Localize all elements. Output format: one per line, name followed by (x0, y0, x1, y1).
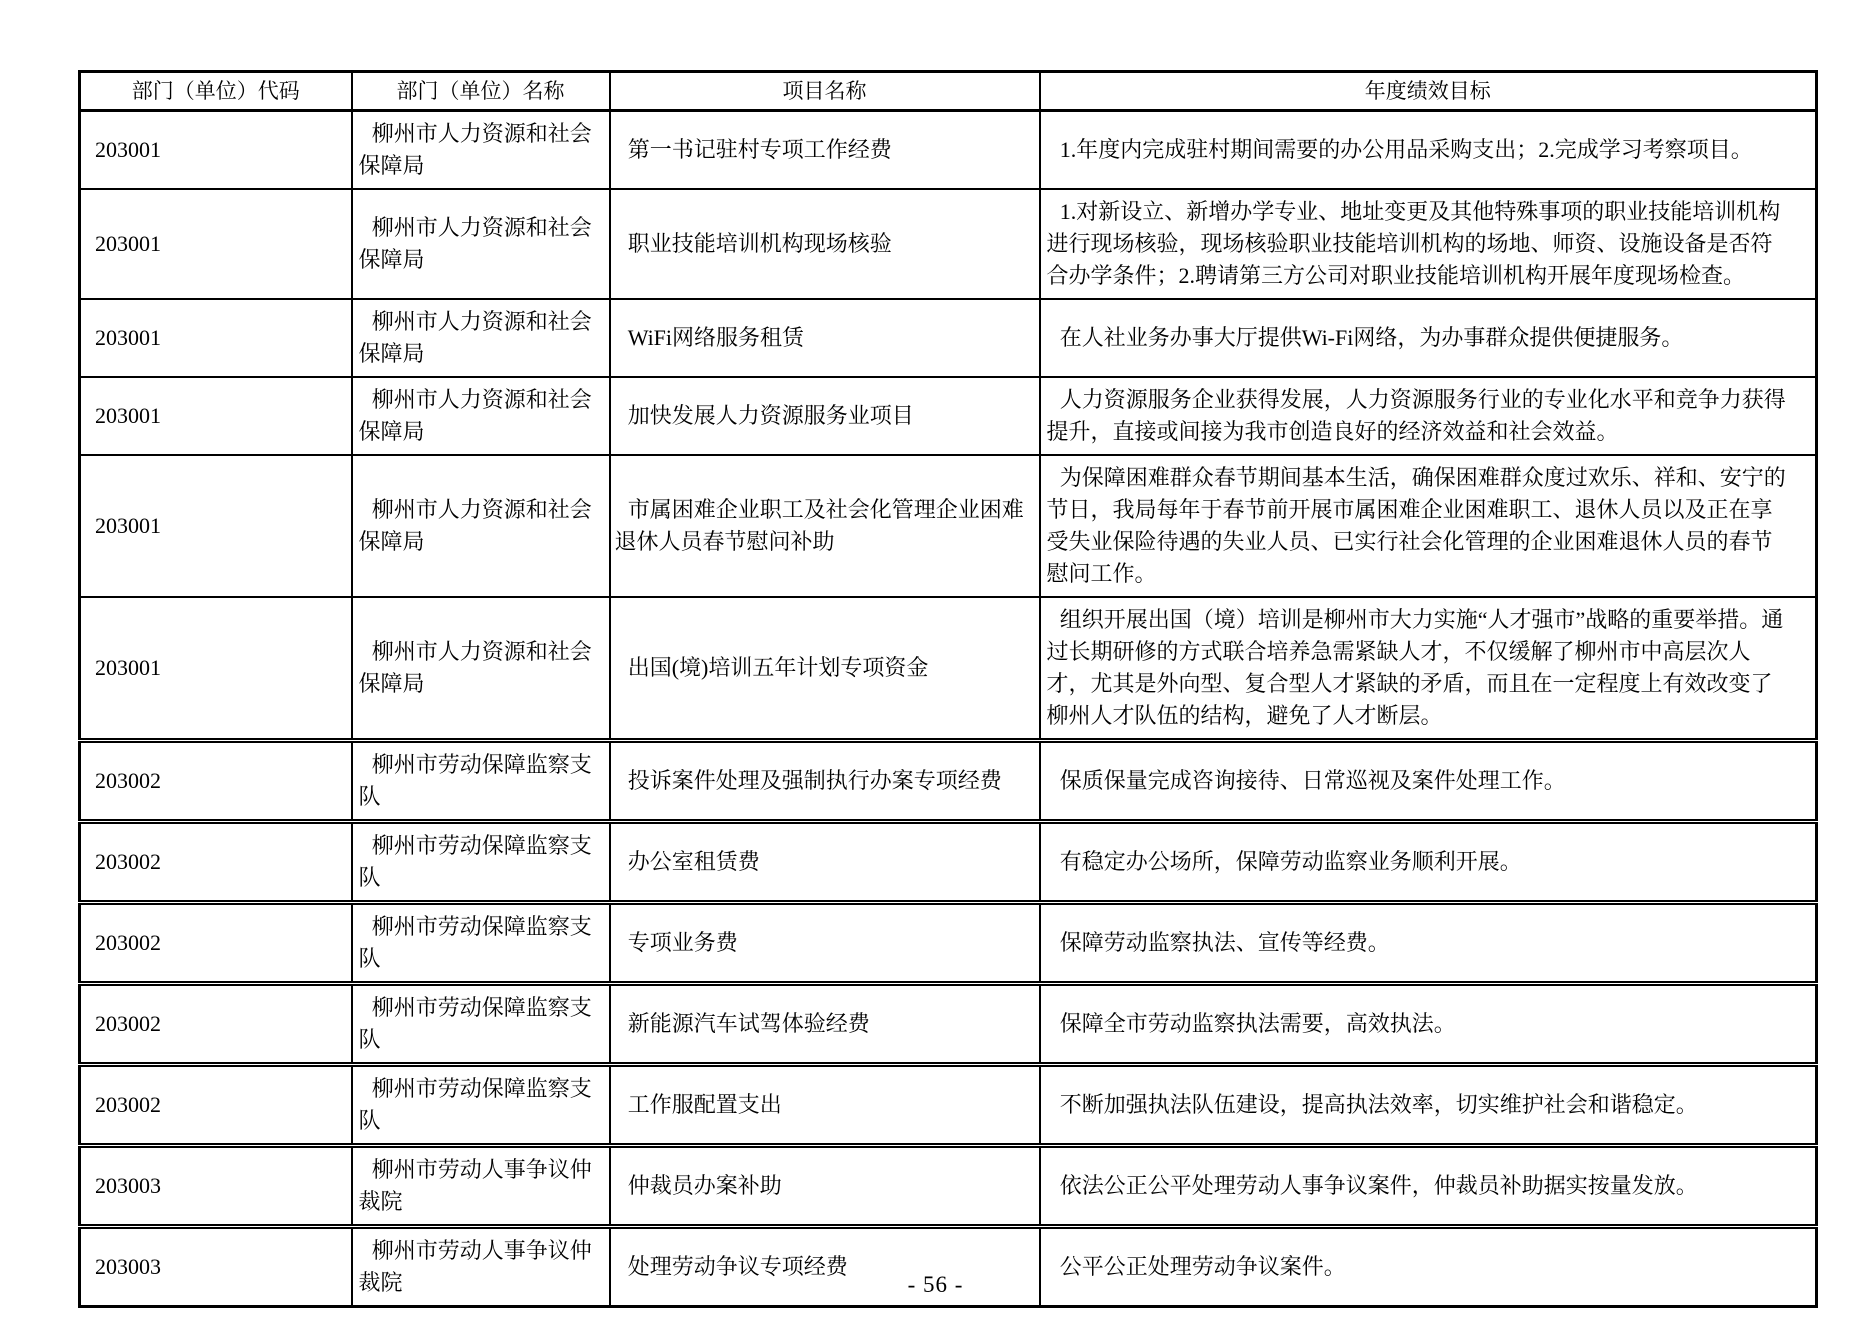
page-number: - 56 - (907, 1272, 964, 1297)
cell-annual-target: 人力资源服务企业获得发展，人力资源服务行业的专业化水平和竞争力获得提升，直接或间接为我市创造良好的经济效益和社会效益。 (1040, 377, 1817, 455)
cell-project-name: 市属困难企业职工及社会化管理企业困难退休人员春节慰问补助 (610, 455, 1040, 597)
cell-unit-name: 柳州市劳动保障监察支队 (352, 822, 610, 903)
cell-annual-target: 为保障困难群众春节期间基本生活，确保困难群众度过欢乐、祥和、安宁的节日，我局每年于春节前开展市属困难企业困难职工、退休人员以及正在享受失业保险待遇的失业人员、已实行社会化管理的企业困难退休人员的春节慰问工作。 (1040, 455, 1817, 597)
cell-unit-code: 203003 (80, 1146, 352, 1227)
table-row (80, 984, 1817, 1065)
cell-unit-name: 柳州市人力资源和社会保障局 (352, 377, 610, 455)
cell-project-name: 新能源汽车试驾体验经费 (610, 984, 1040, 1065)
column-header-unit-name: 部门（单位）名称 (352, 72, 610, 111)
cell-unit-name: 柳州市劳动保障监察支队 (352, 1065, 610, 1146)
table-row (80, 741, 1817, 822)
cell-unit-code: 203002 (80, 903, 352, 984)
cell-project-name: WiFi网络服务租赁 (610, 299, 1040, 377)
cell-project-name: 职业技能培训机构现场核验 (610, 189, 1040, 299)
cell-unit-code: 203002 (80, 741, 352, 822)
table-row (80, 903, 1817, 984)
cell-project-name: 专项业务费 (610, 903, 1040, 984)
cell-annual-target: 有稳定办公场所，保障劳动监察业务顺利开展。 (1040, 822, 1817, 903)
cell-annual-target: 不断加强执法队伍建设，提高执法效率，切实维护社会和谐稳定。 (1040, 1065, 1817, 1146)
cell-unit-name: 柳州市人力资源和社会保障局 (352, 597, 610, 741)
cell-project-name: 仲裁员办案补助 (610, 1146, 1040, 1227)
cell-annual-target: 保质保量完成咨询接待、日常巡视及案件处理工作。 (1040, 741, 1817, 822)
cell-annual-target: 保障全市劳动监察执法需要，高效执法。 (1040, 984, 1817, 1065)
cell-unit-name: 柳州市人力资源和社会保障局 (352, 299, 610, 377)
performance-targets-table (78, 70, 1818, 1308)
cell-annual-target: 保障劳动监察执法、宣传等经费。 (1040, 903, 1817, 984)
cell-project-name: 加快发展人力资源服务业项目 (610, 377, 1040, 455)
cell-unit-name: 柳州市人力资源和社会保障局 (352, 111, 610, 190)
cell-unit-name: 柳州市人力资源和社会保障局 (352, 455, 610, 597)
cell-unit-code: 203001 (80, 111, 352, 190)
cell-unit-name: 柳州市劳动人事争议仲裁院 (352, 1146, 610, 1227)
table-row (80, 455, 1817, 597)
cell-annual-target: 依法公正公平处理劳动人事争议案件，仲裁员补助据实按量发放。 (1040, 1146, 1817, 1227)
cell-unit-code: 203001 (80, 597, 352, 741)
table-row (80, 822, 1817, 903)
cell-project-name: 第一书记驻村专项工作经费 (610, 111, 1040, 190)
cell-unit-code: 203001 (80, 455, 352, 597)
column-header-project-name: 项目名称 (610, 72, 1040, 111)
table-row (80, 597, 1817, 741)
table-row (80, 189, 1817, 299)
table-header-row (80, 72, 1817, 111)
cell-unit-name: 柳州市劳动保障监察支队 (352, 903, 610, 984)
table-row (80, 377, 1817, 455)
cell-unit-code: 203002 (80, 1065, 352, 1146)
cell-project-name: 投诉案件处理及强制执行办案专项经费 (610, 741, 1040, 822)
cell-unit-code: 203002 (80, 822, 352, 903)
cell-unit-name: 柳州市劳动人事争议仲裁院 (352, 1227, 610, 1307)
cell-project-name: 工作服配置支出 (610, 1065, 1040, 1146)
cell-annual-target: 组织开展出国（境）培训是柳州市大力实施“人才强市”战略的重要举措。通过长期研修的方式联合培养急需紧缺人才，不仅缓解了柳州市中高层次人才，尤其是外向型、复合型人才紧缺的矛盾，而且在一定程度上有效改变了柳州人才队伍的结构，避免了人才断层。 (1040, 597, 1817, 741)
cell-unit-name: 柳州市劳动保障监察支队 (352, 741, 610, 822)
cell-annual-target: 公平公正处理劳动争议案件。 (1040, 1227, 1817, 1307)
table-row (80, 299, 1817, 377)
cell-unit-code: 203001 (80, 377, 352, 455)
cell-unit-name: 柳州市人力资源和社会保障局 (352, 189, 610, 299)
column-header-unit-code: 部门（单位）代码 (80, 72, 352, 111)
column-header-annual-target: 年度绩效目标 (1040, 72, 1817, 111)
cell-unit-code: 203001 (80, 189, 352, 299)
cell-annual-target: 在人社业务办事大厅提供Wi-Fi网络，为办事群众提供便捷服务。 (1040, 299, 1817, 377)
table-row (80, 111, 1817, 190)
cell-unit-name: 柳州市劳动保障监察支队 (352, 984, 610, 1065)
cell-unit-code: 203002 (80, 984, 352, 1065)
table-row (80, 1065, 1817, 1146)
cell-project-name: 出国(境)培训五年计划专项资金 (610, 597, 1040, 741)
cell-unit-code: 203001 (80, 299, 352, 377)
cell-project-name: 办公室租赁费 (610, 822, 1040, 903)
cell-annual-target: 1.年度内完成驻村期间需要的办公用品采购支出；2.完成学习考察项目。 (1040, 111, 1817, 190)
cell-annual-target: 1.对新设立、新增办学专业、地址变更及其他特殊事项的职业技能培训机构进行现场核验，现场核验职业技能培训机构的场地、师资、设施设备是否符合办学条件；2.聘请第三方公司对职业技能培训机构开展年度现场检查。 (1040, 189, 1817, 299)
cell-project-name: 处理劳动争议专项经费 (610, 1227, 1040, 1307)
cell-unit-code: 203003 (80, 1227, 352, 1307)
table-row (80, 1146, 1817, 1227)
